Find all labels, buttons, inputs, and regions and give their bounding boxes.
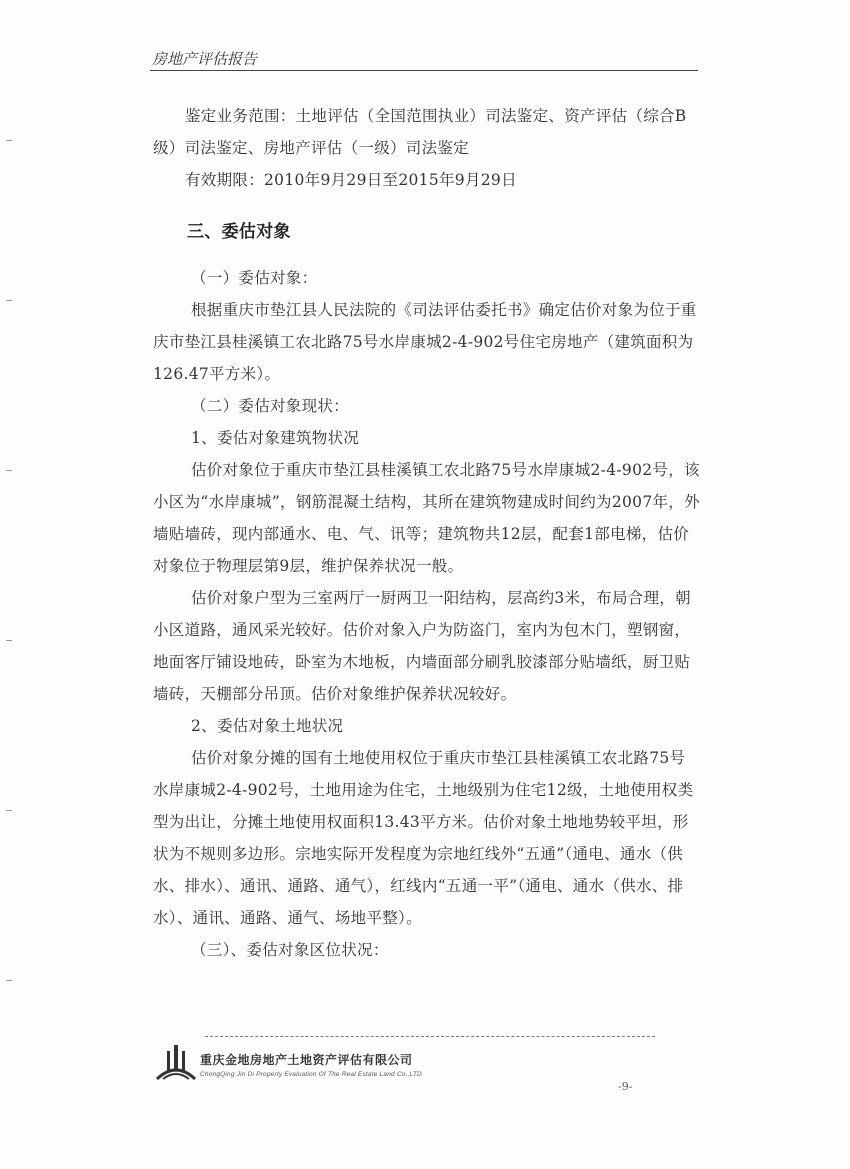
company-name-en: ChongQing Jin Di Property Evaluation Of The Real Estate Land Co.,LTD	[200, 1071, 422, 1078]
validity-paragraph: 有效期限：2010年9月29日至2015年9月29日	[185, 171, 517, 189]
margin-mark	[6, 470, 12, 471]
subsection-1-title: （一）委估对象：	[191, 269, 318, 287]
subsection-2-title: （二）委估对象现状：	[191, 397, 350, 415]
subsection-1-text: 根据重庆市垫江县人民法院的《司法评估委托书》确定估价对象为位于重庆市垫江县桂溪镇工农北路75号水岸康城2-4-902号住宅房地产（建筑面积为126.47平方米）。	[153, 301, 697, 383]
margin-mark	[6, 140, 12, 141]
section-title: 三、委估对象	[187, 222, 291, 242]
scope-paragraph: 鉴定业务范围：土地评估（全国范围执业）司法鉴定、资产评估（综合B级）司法鉴定、房地产评估（一级）司法鉴定	[153, 107, 687, 157]
item-2-paragraph-1: 估价对象分摊的国有土地使用权位于重庆市垫江县桂溪镇工农北路75号水岸康城2-4-902号，土地用途为住宅，土地级别为住宅12级，土地使用权类型为出让，分摊土地使用权面积13.43平方米。估价对象土地地势较平坦，形状为不规则多边形。宗地实际开发程度为宗地红线外“五通”（通电、通水（供水、排水）、通讯、通路、通气），红线内“五通一平”（通电、通水（供水、排水）、通讯、通路、通气、场地平整）。	[153, 749, 694, 927]
company-name-cn: 重庆金地房地产土地资产评估有限公司	[200, 1053, 413, 1067]
page-number: -9-	[618, 1080, 633, 1093]
footer-divider	[205, 1036, 655, 1037]
header-title: 房地产评估报告	[152, 50, 258, 68]
item-1-title: 1、委估对象建筑物状况	[191, 429, 360, 447]
margin-mark	[6, 640, 12, 641]
margin-mark	[6, 300, 12, 301]
header-divider	[150, 70, 698, 71]
document-body	[153, 100, 701, 966]
subsection-3-title: （三）、委估对象区位状况：	[191, 941, 389, 959]
margin-mark	[6, 980, 12, 981]
item-1-paragraph-2: 估价对象户型为三室两厅一厨两卫一阳结构，层高约3米，布局合理，朝小区道路，通风采光较好。估价对象入户为防盗门，室内为包木门，塑钢窗，地面客厅铺设地砖，卧室为木地板，内墙面部分刷乳胶漆部分贴墙纸，厨卫贴墙砖，天棚部分吊顶。估价对象维护保养状况较好。	[153, 589, 691, 703]
item-2-title: 2、委估对象土地状况	[191, 717, 344, 735]
item-1-paragraph-1: 估价对象位于重庆市垫江县桂溪镇工农北路75号水岸康城2-4-902号，该小区为“水岸康城”，钢筋混凝土结构，其所在建筑物建成时间约为2007年，外墙贴墙砖，现内部通水、电、气、讯等；建筑物共12层，配套1部电梯，估价对象位于物理层第9层，维护保养状况一般。	[153, 461, 700, 575]
company-logo-icon	[155, 1043, 197, 1083]
margin-mark	[6, 810, 12, 811]
